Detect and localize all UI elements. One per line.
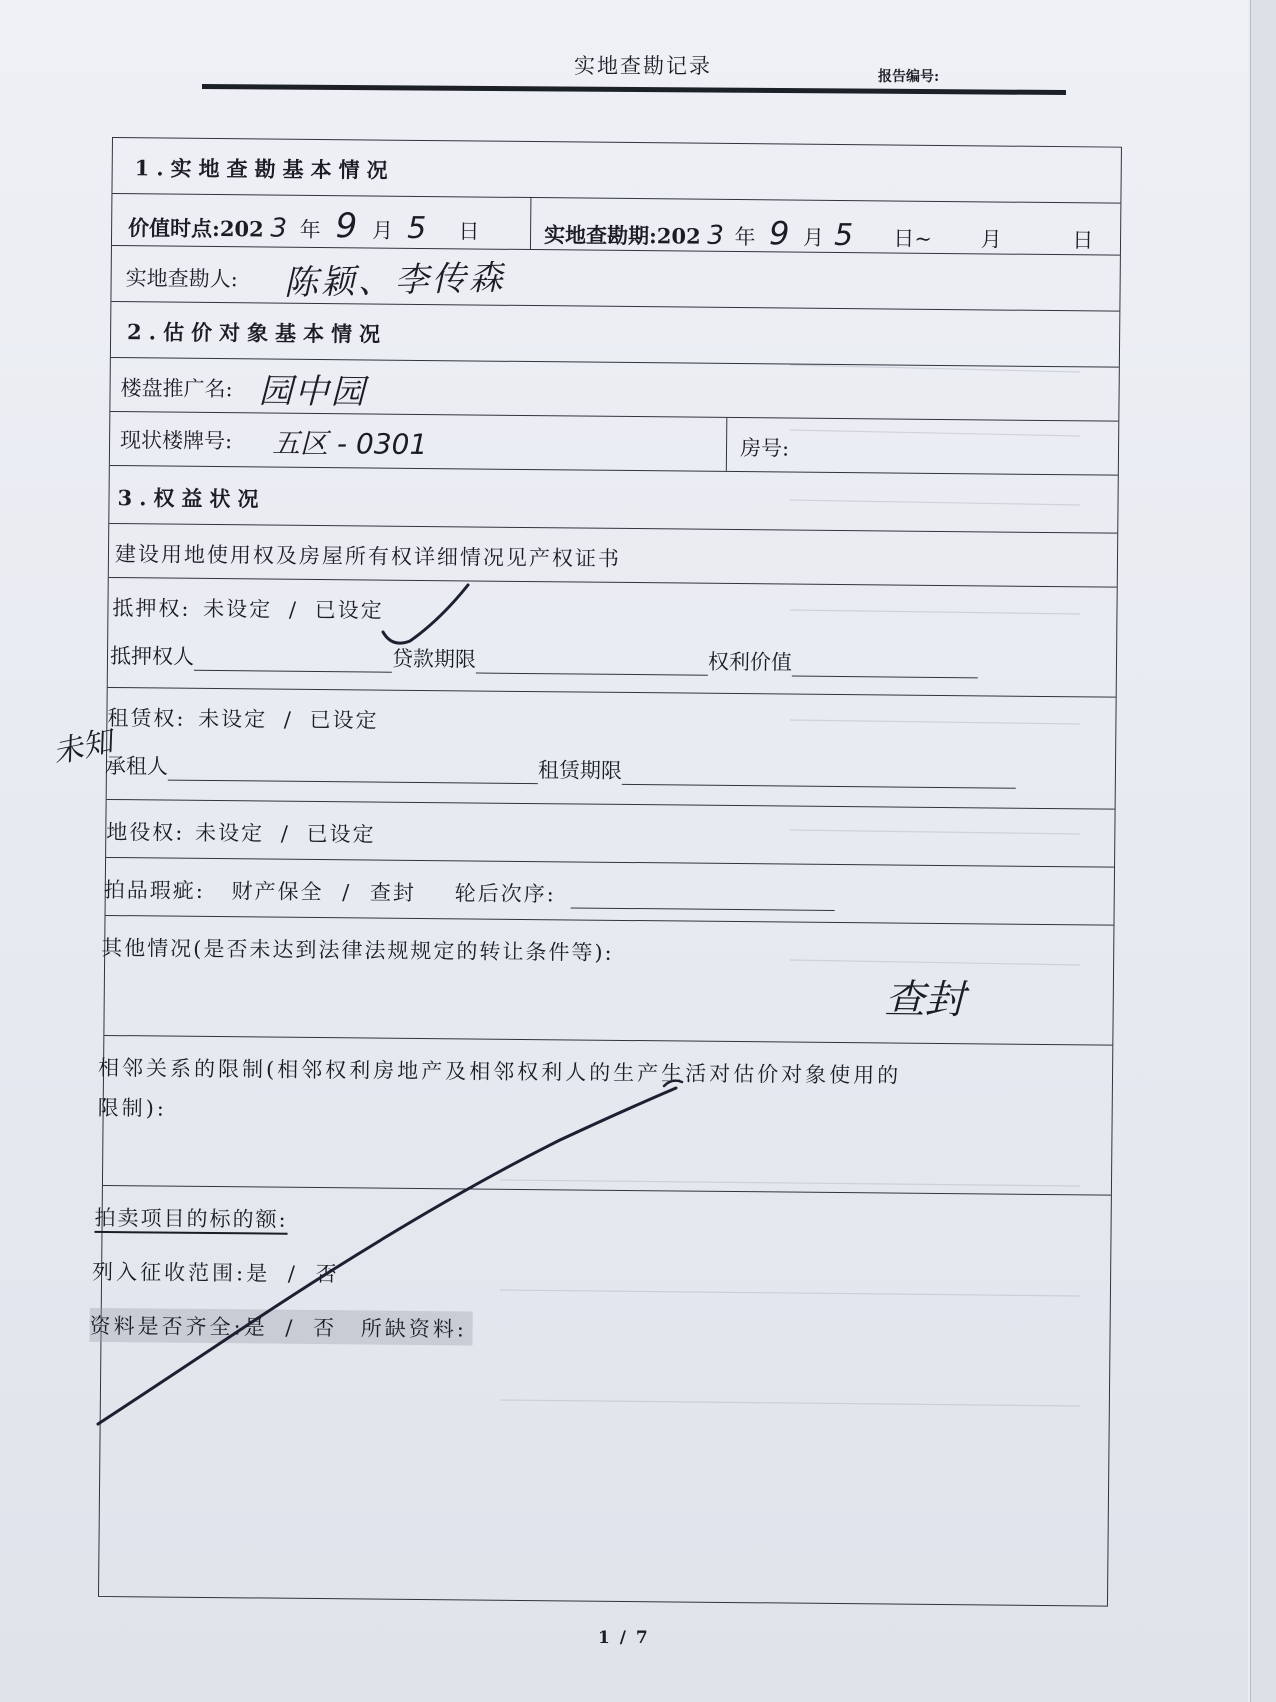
lessee-blank[interactable] [168, 758, 538, 785]
survey-day-handwritten: 5 [833, 217, 854, 254]
claim-value-blank[interactable] [792, 654, 978, 679]
surveyor-signature[interactable]: 陈颖、李传森 [283, 257, 507, 304]
lease-term-label: 租赁期限 [537, 758, 623, 783]
lease-details [105, 750, 1016, 789]
report-number-label: 报告编号: [878, 69, 940, 85]
mortgage-row [108, 578, 1117, 698]
building-divider [726, 418, 728, 471]
valuation-day-unit: 日 [458, 219, 480, 244]
valuation-year-prefix: 202 [219, 216, 264, 242]
survey-date-field[interactable] [544, 212, 1094, 255]
surveyor-label: 实地查勘人: [125, 266, 238, 292]
defect-label: 拍品瑕疵: [103, 877, 205, 903]
loan-term-blank[interactable] [476, 651, 708, 676]
valuation-date-label: 价值时点: [128, 215, 221, 242]
lease-margin-handwritten: 未知 [49, 724, 116, 771]
valuation-month-unit: 月 [371, 218, 394, 243]
expropriation-status[interactable]: 列入征收范围:是 / 否 [91, 1259, 340, 1287]
survey-form [89, 137, 1122, 1607]
adjacent-label-cont: 限制): [97, 1095, 168, 1121]
easement-status[interactable] [106, 816, 375, 849]
survey-day-unit: 日~ [893, 226, 933, 251]
documents-status[interactable] [89, 1308, 473, 1346]
section-3-title: 3.权益状况 [117, 485, 266, 512]
other-label: 其他情况(是否未达到法律法规规定的转让条件等): [101, 935, 614, 965]
document-title: 实地查勘记录 [574, 54, 712, 78]
easement-row [106, 800, 1115, 868]
section-1-row [112, 138, 1120, 204]
survey-date-label: 实地查勘期: [543, 222, 657, 249]
mortgage-options: 未设定 / 已设定 [203, 596, 384, 623]
auction-target-label[interactable]: 拍卖项目的标的额: [94, 1205, 288, 1232]
defect-options: 财产保全 / 查封 [231, 879, 417, 905]
seal-order-blank[interactable] [570, 885, 834, 911]
dates-divider [530, 198, 531, 249]
mortgage-status[interactable] [112, 592, 383, 625]
building-no-label: 现状楼牌号: [119, 428, 233, 454]
underlying-page-stack-2 [1250, 0, 1276, 1702]
other-handwritten-note[interactable]: 查封 [884, 976, 965, 1024]
survey-year-handwritten: 3 [707, 220, 725, 251]
claim-value-label: 权利价值 [707, 649, 793, 675]
lease-options: 未设定 / 已设定 [198, 706, 379, 733]
valuation-day-handwritten: 5 [407, 210, 427, 247]
valuation-month-handwritten: 9 [335, 206, 358, 247]
building-row [110, 412, 1118, 476]
missing-docs-label: 所缺资料: [360, 1316, 467, 1342]
auction-block [89, 1186, 1111, 1606]
certificate-note: 建设用地使用权及房屋所有权详细情况见产权证书 [114, 542, 622, 571]
adjacent-row [97, 1036, 1112, 1196]
survey-year-prefix: 202 [656, 223, 701, 249]
dates-row [112, 194, 1120, 256]
survey-end-day-unit: 日 [1072, 228, 1094, 253]
other-row [101, 916, 1113, 1046]
lessee-label: 承租人 [104, 753, 169, 779]
valuation-date-field[interactable] [128, 208, 480, 247]
easement-label: 地役权: [106, 819, 185, 845]
survey-end-month-unit: 月 [980, 227, 1002, 252]
project-name-handwritten[interactable]: 园中园 [258, 371, 367, 413]
survey-month-handwritten: 9 [768, 214, 790, 253]
valuation-year-unit: 年 [299, 217, 321, 243]
seal-order-label: 轮后次序: [454, 881, 556, 907]
building-no-handwritten[interactable]: 五区 - 0301 [271, 426, 428, 462]
project-name-label: 楼盘推广名: [120, 376, 233, 402]
section-2-title: 2.估价对象基本情况 [127, 319, 388, 347]
mortgage-details [110, 640, 978, 678]
surveyor-row [111, 246, 1119, 312]
valuation-year-handwritten: 3 [270, 213, 288, 244]
mortgage-label: 抵押权: [112, 596, 191, 621]
easement-options: 未设定 / 已设定 [194, 820, 376, 847]
certificate-row [109, 524, 1117, 588]
section-3-row [109, 466, 1118, 534]
lease-status[interactable] [107, 702, 378, 735]
page-number: 1 / 7 [598, 1628, 650, 1648]
loan-term-label: 贷款期限 [391, 646, 477, 672]
defect-row [103, 858, 1115, 926]
project-name-row [110, 358, 1118, 422]
mortgagee-blank[interactable] [194, 648, 392, 673]
room-no-label[interactable]: 房号: [739, 436, 790, 461]
section-1-title: 1.实地查勘基本情况 [134, 155, 395, 183]
lease-term-blank[interactable] [622, 762, 1016, 789]
survey-month-unit: 月 [802, 225, 825, 250]
lease-label: 租赁权: [107, 705, 186, 731]
mortgagee-label: 抵押权人 [109, 644, 195, 669]
docs-complete-label: 资料是否齐全:是 / 否 [89, 1313, 338, 1341]
adjacent-label: 相邻关系的限制(相邻权利房地产及相邻权利人的生产生活对估价对象使用的 [97, 1055, 902, 1088]
survey-year-unit: 年 [734, 224, 756, 250]
defect-status[interactable] [104, 874, 835, 911]
section-2-row [111, 302, 1119, 368]
lease-row [104, 688, 1116, 810]
